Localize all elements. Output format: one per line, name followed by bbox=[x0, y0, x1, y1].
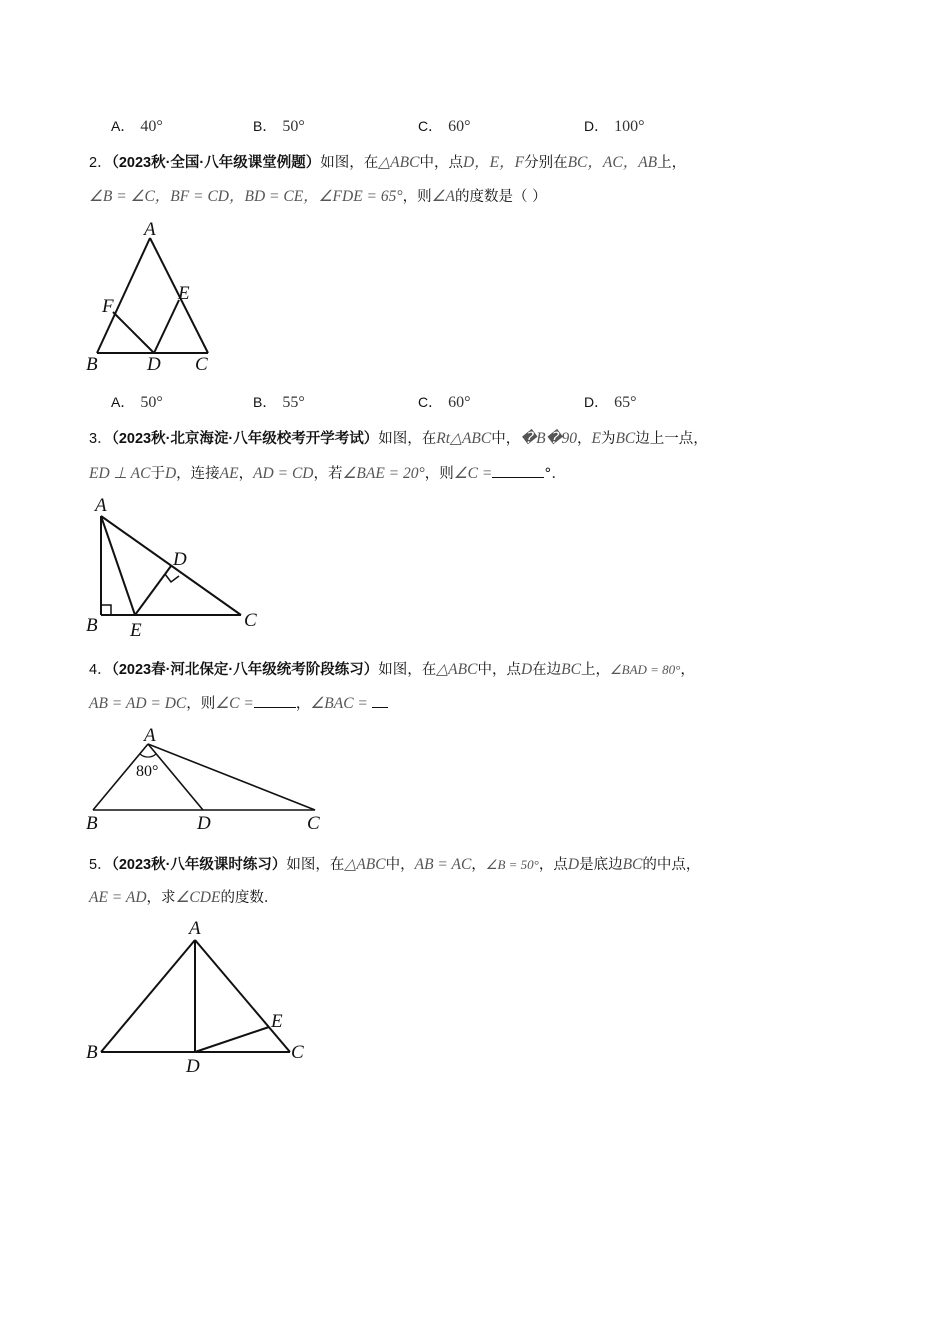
q3-answer-blank bbox=[492, 463, 544, 478]
q3-label-d: D bbox=[173, 549, 187, 570]
q4-angle-arc bbox=[140, 754, 156, 757]
q5-line2: AE = AD，求∠CDE的度数． bbox=[89, 889, 279, 906]
q3-segment-ae bbox=[101, 516, 135, 615]
q2-option-d: D． 65° bbox=[584, 394, 637, 411]
q5-label-c: C bbox=[291, 1042, 304, 1063]
q4-label-c: C bbox=[307, 813, 320, 834]
q3-line1: 3．（2023秋·北京海淀·八年级校考开学考试）如图，在Rt△ABC中，�B�90，E为BC边上一点， bbox=[89, 430, 708, 447]
q2-label-e: E bbox=[178, 283, 190, 304]
q1-option-b: B． 50° bbox=[253, 118, 305, 135]
q3-label-e: E bbox=[130, 620, 142, 641]
q4-answer-blank-bac bbox=[372, 693, 388, 708]
q1-option-c: C． 60° bbox=[418, 118, 471, 135]
q4-line2: AB = AD = DC，则∠C = ，∠BAC = bbox=[89, 693, 388, 714]
q4-label-a: A bbox=[144, 725, 156, 746]
q3-line2: ED ⊥ AC于D，连接AE，AD = CD，若∠BAE = 20°，则∠C = °． bbox=[89, 465, 567, 482]
q1-option-a: A． 40° bbox=[111, 118, 163, 135]
q2-option-a: A． 50° bbox=[111, 394, 163, 411]
q5-edge-ab bbox=[101, 940, 195, 1052]
q4-line1: 4．（2023春·河北保定·八年级统考阶段练习）如图，在△ABC中，点D在边BC上，∠BAD = 80°， bbox=[89, 661, 695, 678]
q3-edge-ac bbox=[101, 516, 241, 615]
q3-label-a: A bbox=[95, 495, 107, 516]
q2-label-d: D bbox=[147, 354, 161, 375]
q5-label-e: E bbox=[271, 1011, 283, 1032]
q3-right-angle-b bbox=[101, 605, 111, 615]
q3-right-angle-d bbox=[165, 574, 179, 582]
q2-label-f: F bbox=[102, 296, 114, 317]
q3-segment-ed bbox=[135, 566, 171, 615]
q4-answer-blank-c bbox=[254, 693, 296, 708]
q2-label-a: A bbox=[144, 219, 156, 240]
q4-angle-label: 80° bbox=[136, 763, 159, 780]
q3-label-b: B bbox=[86, 615, 98, 636]
q2-option-b: B． 55° bbox=[253, 394, 305, 411]
q5-label-d: D bbox=[186, 1056, 200, 1077]
q5-segment-de bbox=[195, 1027, 269, 1052]
q2-line2: ∠B = ∠C，BF = CD，BD = CE，∠FDE = 65°，则∠A的度数是（ ） bbox=[89, 188, 547, 205]
q4-edge-ac bbox=[148, 744, 315, 810]
q2-label-b: B bbox=[86, 354, 98, 375]
q5-label-b: B bbox=[86, 1042, 98, 1063]
q5-label-a: A bbox=[189, 918, 201, 939]
q3-label-c: C bbox=[244, 610, 257, 631]
q2-segment-de bbox=[154, 300, 179, 353]
q1-option-d: D． 100° bbox=[584, 118, 645, 135]
q2-label-c: C bbox=[195, 354, 208, 375]
q2-line1: 2．（2023秋·全国·八年级课堂例题）如图，在△ABC中，点D，E，F分别在BC，AC，AB上， bbox=[89, 154, 687, 171]
q4-label-d: D bbox=[197, 813, 211, 834]
q2-segment-fd bbox=[113, 312, 154, 353]
q2-option-c: C． 60° bbox=[418, 394, 471, 411]
q4-label-b: B bbox=[86, 813, 98, 834]
q5-line1: 5．（2023秋·八年级课时练习）如图，在△ABC中，AB = AC，∠B = 50°，点D是底边BC的中点， bbox=[89, 856, 701, 873]
